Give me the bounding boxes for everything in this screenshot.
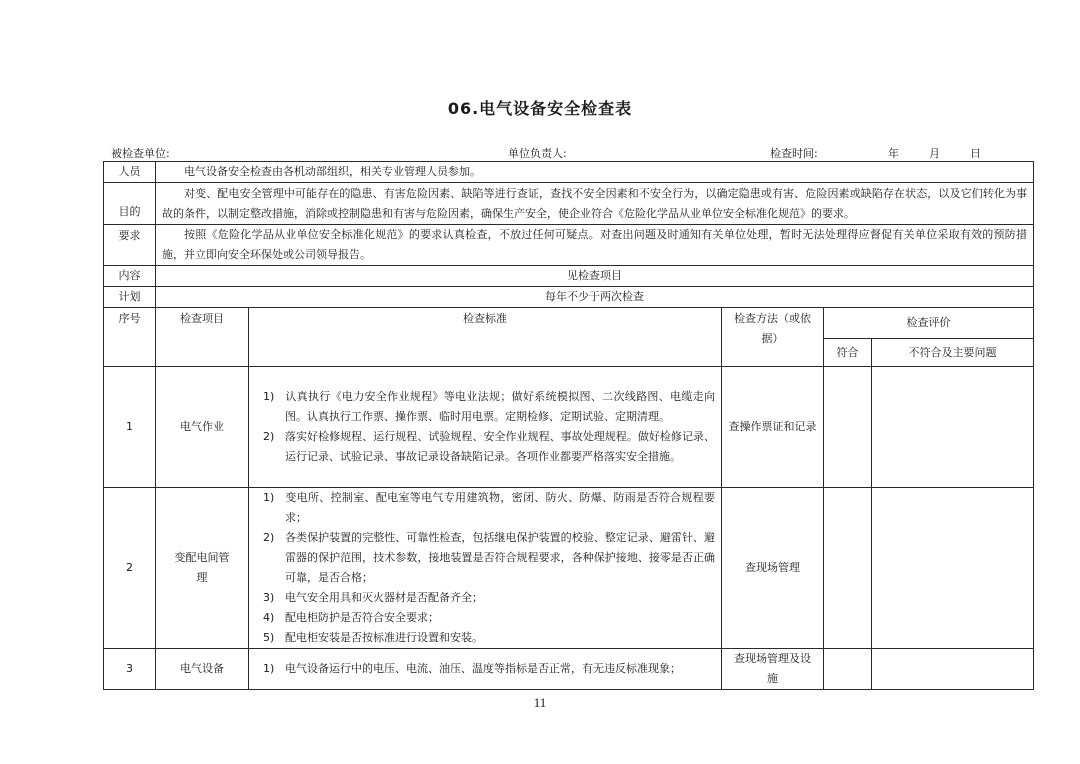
content-label: 内容 [104,266,156,287]
item-standards [249,649,722,690]
requirement-row [104,225,1034,266]
unit-leader-label: 单位负责人: [508,147,567,160]
item-name: 电气设备 [156,649,249,690]
page-title: 06.电气设备安全检查表 [447,99,633,118]
year-label: 年 [888,147,899,160]
header-item: 检查项目 [156,308,249,367]
item-method: 查操作票证和记录 [722,367,824,488]
standard-line: 1) 认真执行《电力安全作业规程》等电业法规；做好系统模拟图、二次线路图、电缆走向图。认真执行工作票、操作票、临时用电票。定期检修、定期试验、定期清理。 [263,390,715,423]
item-name: 变配电间管理 [156,488,249,649]
item-standards [249,367,722,488]
standard-line: 2) 落实好检修规程、运行规程、试验规程、安全作业规程、事故处理规程。做好检修记录、运行记录、试验记录、事故记录设备缺陷记录。各项作业都要严格落实安全措施。 [263,430,715,463]
item-row-2 [104,488,1034,649]
item-no: 3 [104,649,156,690]
plan-text: 每年不少于两次检查 [156,287,1034,308]
content-text: 见检查项目 [156,266,1034,287]
purpose-text: 对变、配电安全管理中可能存在的隐患、有害危险因素、缺陷等进行查证，查找不安全因素和不安全行为，以确定隐患或有害、危险因素或缺陷存在状态，以及它们转化为事故的条件，以制定整改措施，消除或控制隐患和有害与危险因素，确保生产安全，使企业符合《危险化学品从业单位安全标准化规范》的要求。 [156,183,1034,225]
personnel-label: 人员 [104,162,156,183]
standard-line: 3) 电气安全用具和灭火器材是否配备齐全； [263,591,483,604]
date-fields [888,145,981,161]
personnel-row [104,162,1034,183]
item-name: 电气作业 [156,367,249,488]
day-label: 日 [970,147,981,160]
plan-row [104,287,1034,308]
content-row [104,266,1034,287]
header-nonconform: 不符合及主要问题 [872,339,1034,367]
header-row [104,308,1034,339]
conform-cell[interactable] [824,649,872,690]
header-method: 检查方法（或依据） [722,308,824,367]
item-row-1 [104,367,1034,488]
item-method: 查现场管理 [722,488,824,649]
nonconform-cell[interactable] [872,488,1034,649]
header-standard: 检查标准 [249,308,722,367]
standard-line: 1) 变电所、控制室、配电室等电气专用建筑物，密闭、防火、防爆、防雨是否符合规程要求； [263,491,715,524]
standard-line: 1) 电气设备运行中的电压、电流、油压、温度等指标是否正常，有无违反标准现象； [263,662,681,675]
page-number: 11 [533,695,547,710]
requirement-text: 按照《危险化学品从业单位安全标准化规范》的要求认真检查，不放过任何可疑点。对查出问题及时通知有关单位处理，暂时无法处理得应督促有关单位采取有效的预防措施，并立即向安全环保处或公司领导报告。 [156,225,1034,266]
item-row-3 [104,649,1034,690]
personnel-text: 电气设备安全检查由各机动部组织，相关专业管理人员参加。 [156,162,1034,183]
purpose-label: 目的 [104,183,156,225]
header-no: 序号 [104,308,156,367]
item-no: 2 [104,488,156,649]
item-standards [249,488,722,649]
header-conform: 符合 [824,339,872,367]
item-no: 1 [104,367,156,488]
standard-line: 4) 配电柜防护是否符合安全要求； [263,611,439,624]
conform-cell[interactable] [824,488,872,649]
standard-line: 5) 配电柜安装是否按标准进行设置和安装。 [263,631,483,644]
header-evaluation: 检查评价 [824,308,1034,339]
inspection-table [103,161,1034,690]
item-method: 查现场管理及设施 [722,649,824,690]
check-time-label: 检查时间: [770,147,818,160]
requirement-label: 要求 [104,225,156,266]
month-label: 月 [929,147,940,160]
standard-line: 2) 各类保护装置的完整性、可靠性检查，包括继电保护装置的校验、整定记录、避雷针、避雷器的保护范围，技术参数，接地装置是否符合规程要求，各种保护接地、接零是否正确可靠，是否合格； [263,531,715,584]
inspected-unit-label: 被检查单位: [111,147,170,160]
conform-cell[interactable] [824,367,872,488]
nonconform-cell[interactable] [872,649,1034,690]
plan-label: 计划 [104,287,156,308]
nonconform-cell[interactable] [872,367,1034,488]
purpose-row [104,183,1034,225]
